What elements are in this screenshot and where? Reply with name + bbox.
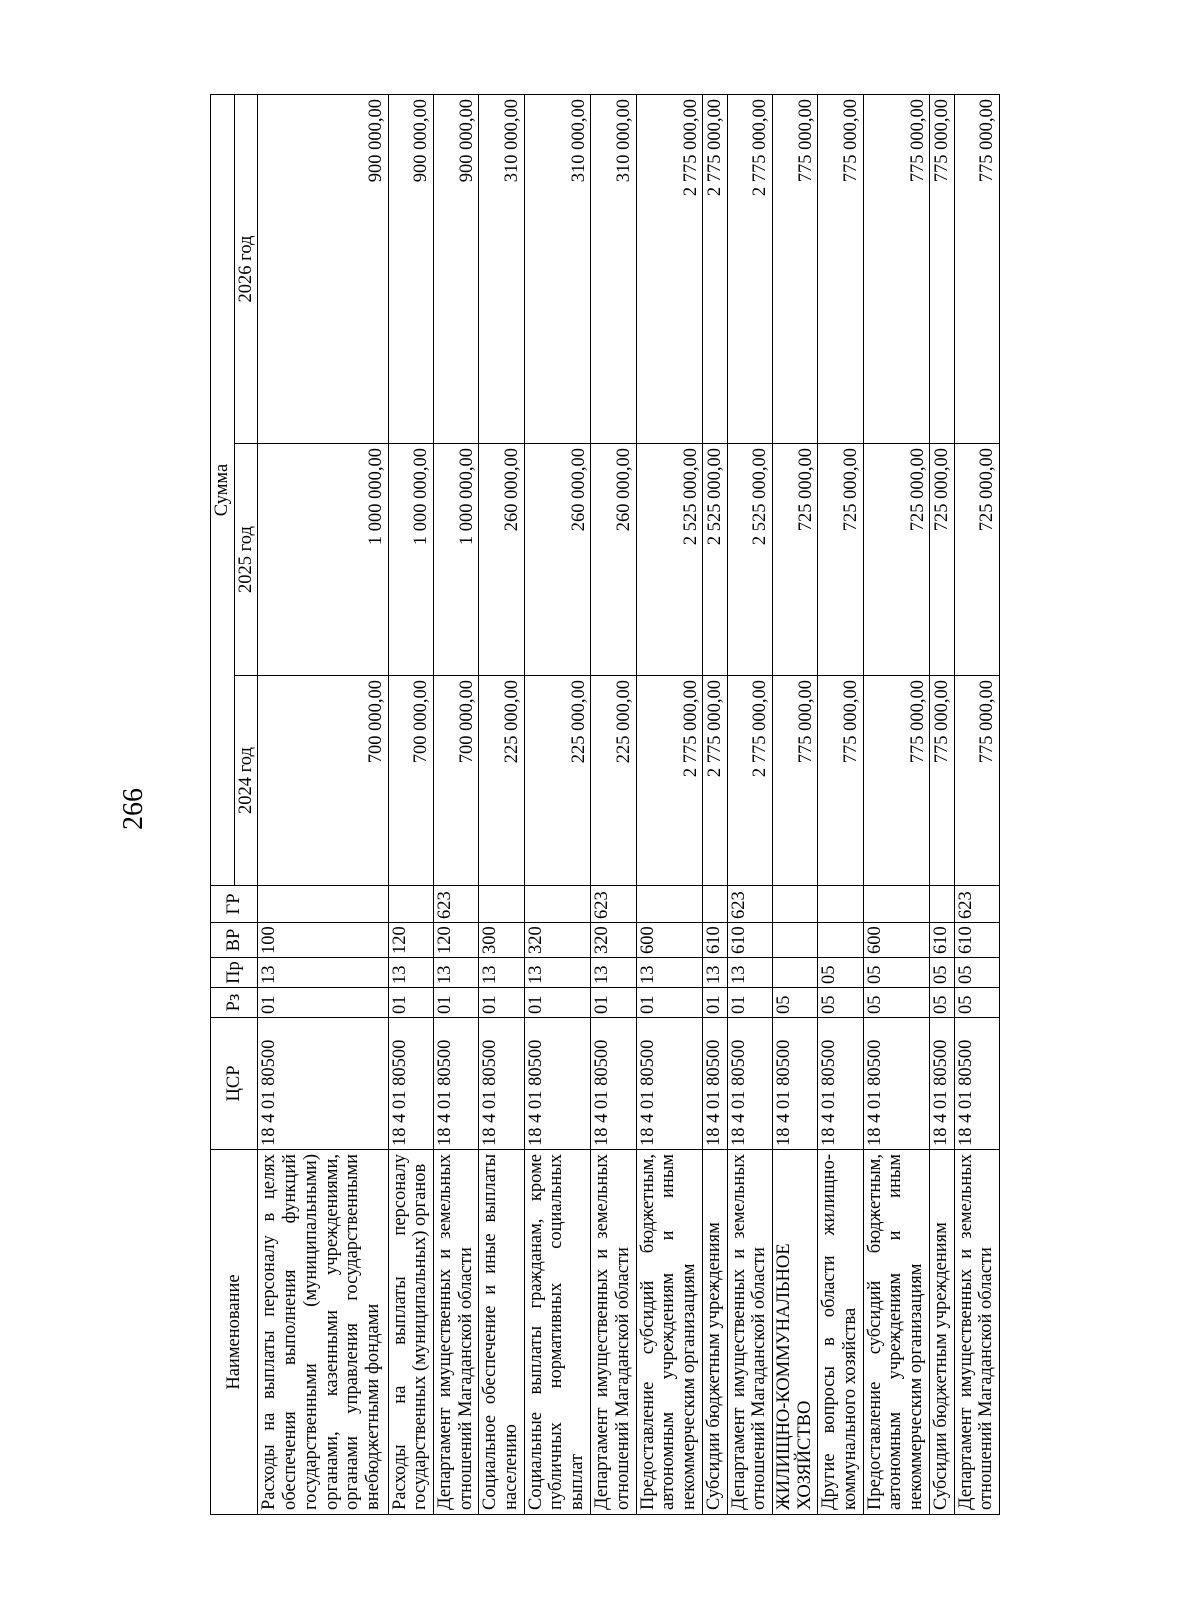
table-row [930,94,954,1514]
cell-2025: 1 000 000,00 [433,444,478,676]
cell-pr: 13 [591,958,636,988]
cell-pr: 05 [954,958,999,988]
cell-rz: 01 [388,988,433,1018]
header-vr: ВР [211,923,258,958]
cell-csr: 18 4 01 80500 [954,1018,999,1150]
table-row [772,94,817,1514]
cell-rz: 01 [636,988,703,1018]
cell-pr: 13 [636,958,703,988]
cell-csr: 18 4 01 80500 [433,1018,478,1150]
cell-csr: 18 4 01 80500 [772,1018,817,1150]
cell-rz: 01 [433,988,478,1018]
table-body [258,94,1000,1514]
cell-csr: 18 4 01 80500 [479,1018,524,1150]
cell-csr: 18 4 01 80500 [636,1018,703,1150]
cell-rz: 05 [863,988,930,1018]
cell-gr [930,886,954,923]
table-row [636,94,703,1514]
cell-2024: 775 000,00 [930,676,954,886]
table-row [388,94,433,1514]
cell-name: Департамент имущественных и земельных отношений Магаданской области [954,1150,999,1515]
cell-rz: 01 [524,988,591,1018]
cell-vr [772,923,817,958]
cell-2025: 2 525 000,00 [727,444,772,676]
cell-vr: 120 [388,923,433,958]
cell-name: Субсидии бюджетным учреждениям [703,1150,727,1515]
cell-2024: 225 000,00 [479,676,524,886]
cell-name: Предоставление субсидий бюджетным, автономным учреждениям и иным некоммерческим организациям [636,1150,703,1515]
cell-2025: 1 000 000,00 [388,444,433,676]
cell-2026: 900 000,00 [258,94,388,443]
cell-2024: 700 000,00 [433,676,478,886]
cell-2025: 260 000,00 [524,444,591,676]
header-2026: 2026 год [234,94,258,443]
cell-csr: 18 4 01 80500 [727,1018,772,1150]
header-2024: 2024 год [234,676,258,886]
cell-gr: 623 [727,886,772,923]
cell-vr: 120 [433,923,478,958]
cell-vr: 600 [863,923,930,958]
header-pr: Пр [211,958,258,988]
cell-gr [863,886,930,923]
cell-2024: 775 000,00 [772,676,817,886]
cell-pr: 13 [524,958,591,988]
table-row [591,94,636,1514]
cell-pr: 05 [863,958,930,988]
cell-pr: 13 [703,958,727,988]
cell-csr: 18 4 01 80500 [524,1018,591,1150]
cell-pr: 13 [479,958,524,988]
cell-rz: 01 [703,988,727,1018]
cell-rz: 05 [954,988,999,1018]
header-name: Наименование [211,1150,258,1515]
cell-csr: 18 4 01 80500 [863,1018,930,1150]
cell-2025: 725 000,00 [818,444,863,676]
cell-2024: 775 000,00 [818,676,863,886]
table-row [258,94,388,1514]
cell-gr: 623 [591,886,636,923]
cell-csr: 18 4 01 80500 [818,1018,863,1150]
cell-2024: 2 775 000,00 [727,676,772,886]
cell-2024: 700 000,00 [258,676,388,886]
cell-2025: 725 000,00 [954,444,999,676]
cell-name: Социальные выплаты гражданам, кроме публичных нормативных социальных выплат [524,1150,591,1515]
cell-2024: 2 775 000,00 [636,676,703,886]
cell-vr: 100 [258,923,388,958]
cell-vr [818,923,863,958]
cell-csr: 18 4 01 80500 [930,1018,954,1150]
cell-vr: 610 [703,923,727,958]
cell-rz: 05 [930,988,954,1018]
table-row [954,94,999,1514]
cell-2025: 260 000,00 [591,444,636,676]
cell-2026: 900 000,00 [433,94,478,443]
header-2025: 2025 год [234,444,258,676]
cell-vr: 320 [591,923,636,958]
table-row [727,94,772,1514]
cell-pr [772,958,817,988]
page-number: 266 [118,788,149,830]
cell-name: Предоставление субсидий бюджетным, автономным учреждениям и иным некоммерческим организациям [863,1150,930,1515]
cell-pr: 05 [818,958,863,988]
cell-gr [479,886,524,923]
cell-gr [258,886,388,923]
header-sum: Сумма [211,94,235,885]
cell-pr: 13 [433,958,478,988]
table-row [863,94,930,1514]
cell-2025: 725 000,00 [772,444,817,676]
cell-rz: 01 [591,988,636,1018]
cell-2024: 225 000,00 [591,676,636,886]
cell-2026: 900 000,00 [388,94,433,443]
cell-gr [703,886,727,923]
cell-name: Департамент имущественных и земельных отношений Магаданской области [591,1150,636,1515]
cell-name: Социальное обеспечение и иные выплаты населению [479,1150,524,1515]
cell-2025: 1 000 000,00 [258,444,388,676]
cell-2026: 2 775 000,00 [727,94,772,443]
cell-rz: 05 [772,988,817,1018]
table-row [433,94,478,1514]
cell-2025: 725 000,00 [930,444,954,676]
cell-gr: 623 [433,886,478,923]
cell-pr: 13 [727,958,772,988]
cell-2025: 2 525 000,00 [636,444,703,676]
cell-vr: 610 [727,923,772,958]
cell-vr: 610 [954,923,999,958]
cell-vr: 610 [930,923,954,958]
cell-gr [388,886,433,923]
cell-2024: 700 000,00 [388,676,433,886]
cell-2025: 260 000,00 [479,444,524,676]
cell-2024: 2 775 000,00 [703,676,727,886]
cell-name: Департамент имущественных и земельных отношений Магаданской области [727,1150,772,1515]
cell-2026: 310 000,00 [479,94,524,443]
cell-2024: 775 000,00 [954,676,999,886]
cell-name: ЖИЛИЩНО-КОММУНАЛЬНОЕ ХОЗЯЙСТВО [772,1150,817,1515]
cell-2025: 725 000,00 [863,444,930,676]
cell-gr [636,886,703,923]
cell-gr: 623 [954,886,999,923]
cell-pr: 13 [388,958,433,988]
table-row [818,94,863,1514]
cell-vr: 300 [479,923,524,958]
cell-2026: 2 775 000,00 [636,94,703,443]
cell-name: Субсидии бюджетным учреждениям [930,1150,954,1515]
cell-name: Расходы на выплаты персоналу государственных (муниципальных) органов [388,1150,433,1515]
cell-pr: 05 [930,958,954,988]
cell-rz: 01 [727,988,772,1018]
cell-csr: 18 4 01 80500 [703,1018,727,1150]
cell-gr [524,886,591,923]
cell-2026: 775 000,00 [930,94,954,443]
cell-2026: 775 000,00 [954,94,999,443]
cell-csr: 18 4 01 80500 [591,1018,636,1150]
cell-2024: 225 000,00 [524,676,591,886]
table-row [703,94,727,1514]
cell-2026: 2 775 000,00 [703,94,727,443]
cell-2025: 2 525 000,00 [703,444,727,676]
cell-2026: 775 000,00 [863,94,930,443]
table-row [479,94,524,1514]
cell-csr: 18 4 01 80500 [258,1018,388,1150]
header-csr: ЦСР [211,1018,258,1150]
cell-vr: 320 [524,923,591,958]
cell-2026: 310 000,00 [524,94,591,443]
cell-gr [818,886,863,923]
cell-rz: 01 [479,988,524,1018]
header-rz: Рз [211,988,258,1018]
header-gr: ГР [211,886,258,923]
cell-gr [772,886,817,923]
table-row [524,94,591,1514]
cell-rz: 01 [258,988,388,1018]
cell-pr: 13 [258,958,388,988]
cell-name: Другие вопросы в области жилищно-коммунального хозяйства [818,1150,863,1515]
cell-rz: 05 [818,988,863,1018]
budget-table [210,94,1000,1515]
cell-2026: 775 000,00 [772,94,817,443]
table-header [211,94,258,1514]
cell-2026: 310 000,00 [591,94,636,443]
cell-name: Расходы на выплаты персоналу в целях обеспечения выполнения функций государственными (муниципальными) органами, казенными учреждениями, органами управления государственными внебюджетными фондами [258,1150,388,1515]
cell-2026: 775 000,00 [818,94,863,443]
cell-name: Департамент имущественных и земельных отношений Магаданской области [433,1150,478,1515]
cell-csr: 18 4 01 80500 [388,1018,433,1150]
budget-table-container [210,95,1000,1515]
cell-vr: 600 [636,923,703,958]
cell-2024: 775 000,00 [863,676,930,886]
